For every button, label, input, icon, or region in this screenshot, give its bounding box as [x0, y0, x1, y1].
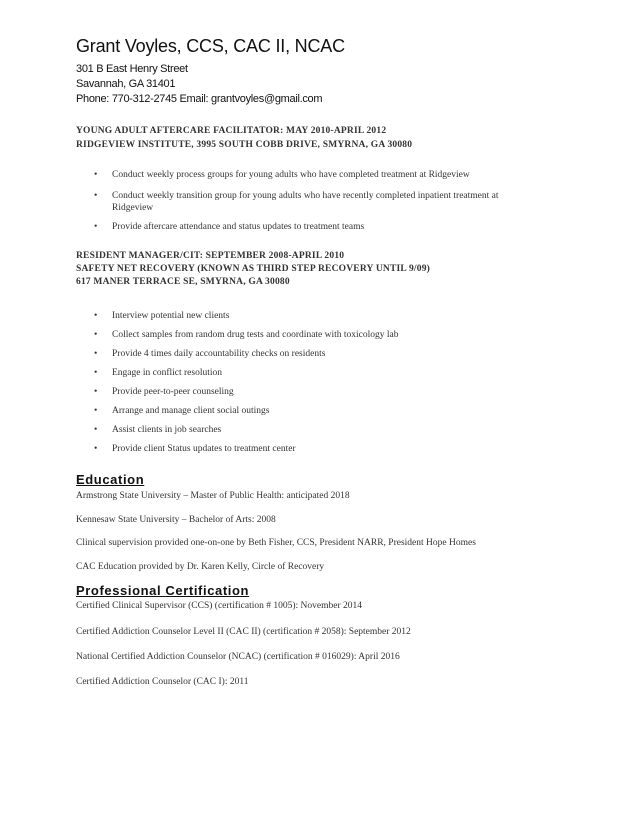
bullet-text: Conduct weekly transition group for young adults who have recently completed inpatient treatment at: [112, 191, 499, 201]
bullet-icon: •: [94, 330, 98, 340]
bullet-text: Collect samples from random drug tests and coordinate with toxicology lab: [112, 330, 399, 340]
list-item: [94, 329, 554, 341]
bullet-text: Assist clients in job searches: [112, 425, 222, 435]
list-item: [94, 221, 554, 233]
list-item: [94, 310, 554, 322]
bullet-icon: •: [94, 191, 98, 201]
education-heading: Education: [76, 472, 145, 487]
bullet-icon: •: [94, 368, 98, 378]
job2-address: 617 MANER TERRACE SE, SMYRNA, GA 30080: [76, 277, 290, 287]
list-item: [94, 443, 554, 455]
list-item: [94, 405, 554, 417]
bullet-icon: •: [94, 387, 98, 397]
bullet-text: Provide client Status updates to treatment center: [112, 444, 296, 454]
certification-entry: Certified Clinical Supervisor (CCS) (certification # 1005): November 2014: [76, 601, 362, 611]
list-item: [94, 424, 554, 436]
bullet-text: Arrange and manage client social outings: [112, 406, 270, 416]
job2-bullet-list: [94, 310, 554, 455]
job1-bullet-list: [94, 169, 554, 233]
bullet-icon: •: [94, 425, 98, 435]
bullet-icon: •: [94, 406, 98, 416]
bullet-text: Provide aftercare attendance and status updates to treatment teams: [112, 222, 365, 232]
education-entry: CAC Education provided by Dr. Karen Kelly, Circle of Recovery: [76, 562, 325, 572]
candidate-name: Grant Voyles, CCS, CAC II, NCAC: [76, 36, 345, 56]
education-entry: Armstrong State University – Master of Public Health: anticipated 2018: [76, 491, 350, 501]
bullet-icon: •: [94, 349, 98, 359]
bullet-text: Provide peer-to-peer counseling: [112, 387, 234, 397]
list-item-continuation: [94, 202, 554, 214]
contact-line: Phone: 770-312-2745 Email: grantvoyles@gmail.com: [76, 93, 323, 105]
certification-entry: National Certified Addiction Counselor (NCAC) (certification # 016029): April 2016: [76, 652, 400, 662]
job2-organization: SAFETY NET RECOVERY (KNOWN AS THIRD STEP RECOVERY UNTIL 9/09): [76, 264, 431, 274]
list-item: [94, 348, 554, 360]
bullet-text: Interview potential new clients: [112, 311, 230, 321]
bullet-icon: •: [94, 222, 98, 232]
job2-title: RESIDENT MANAGER/CIT: SEPTEMBER 2008-APRIL 2010: [76, 251, 345, 261]
education-entry: Clinical supervision provided one-on-one by Beth Fisher, CCS, President NARR, President Hope Homes: [76, 538, 476, 548]
list-item: [94, 169, 554, 181]
address-line-2: Savannah, GA 31401: [76, 78, 176, 90]
bullet-text: Conduct weekly process groups for young adults who have completed treatment at Ridgeview: [112, 170, 470, 180]
certification-entry: Certified Addiction Counselor Level II (CAC II) (certification # 2058): September 2012: [76, 627, 411, 637]
certification-heading: Professional Certification: [76, 583, 250, 598]
list-item: [94, 386, 554, 398]
bullet-icon: •: [94, 311, 98, 321]
list-item: [94, 190, 554, 202]
bullet-text: Engage in conflict resolution: [112, 368, 223, 378]
bullet-icon: •: [94, 170, 98, 180]
address-line-1: 301 B East Henry Street: [76, 63, 188, 75]
job1-title: YOUNG ADULT AFTERCARE FACILITATOR: MAY 2010-APRIL 2012: [76, 126, 387, 136]
list-item: [94, 367, 554, 379]
job1-organization: RIDGEVIEW INSTITUTE, 3995 SOUTH COBB DRIVE, SMYRNA, GA 30080: [76, 140, 413, 150]
certification-entry: Certified Addiction Counselor (CAC I): 2011: [76, 677, 249, 687]
bullet-text: Ridgeview: [112, 203, 154, 213]
bullet-icon: •: [94, 444, 98, 454]
bullet-text: Provide 4 times daily accountability checks on residents: [112, 349, 326, 359]
education-entry: Kennesaw State University – Bachelor of Arts: 2008: [76, 515, 276, 525]
